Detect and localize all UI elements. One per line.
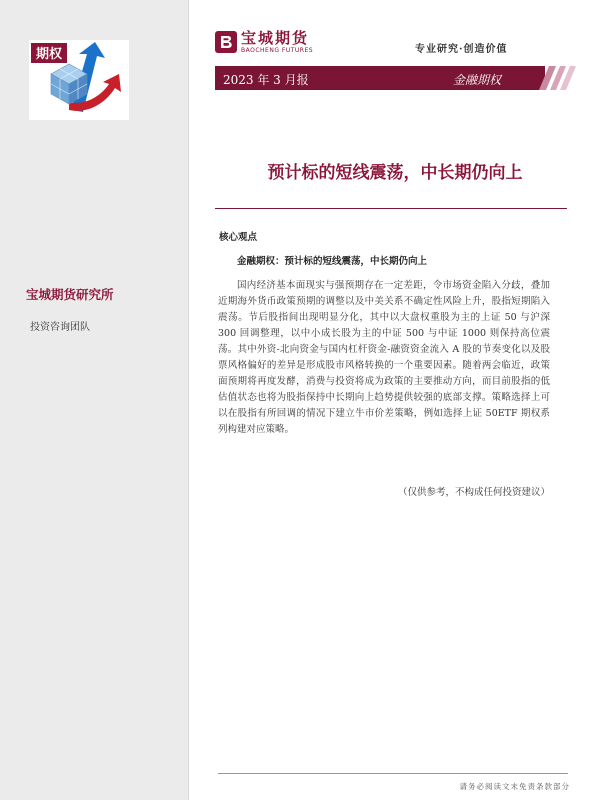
body-paragraph: 国内经济基本面现实与强预期存在一定差距，令市场资金陷入分歧，叠加近期海外货币政策预期的调整以及中美关系不确定性风险上升，股指短期陷入震荡。节后股指间出现明显分化，其中以大盘权重股为主的上证 50 与沪深 300 回调整理，以中小成长股为主的中证 500 与中证 1000 则保持高位震荡。其中外资-北向资金与国内杠杆资金-融资资金流入 A 股的节奏变化以及股票风格偏好的差异是形成股市风格转换的一个重要因素。随着两会临近，政策面预期将再度发酵，消费与投资将成为政策的主要推动方向，而目前股指的低估值状态也将为股指保持中长期向上趋势提供较强的底部支撑。策略选择上可以在股指有所回调的情况下建立牛市价差策略，例如选择上证 50ETF 期权系列构建对应策略。 [218, 280, 550, 435]
team-name: 投资咨询团队 [30, 322, 90, 333]
brand-mark-icon [215, 31, 237, 53]
report-title: 预计标的短线震荡，中长期仍向上 [267, 163, 523, 183]
options-label: 期权 [35, 47, 63, 62]
title-divider [215, 208, 567, 209]
sidebar-divider [188, 0, 189, 800]
footer-note: 请务必阅读文末免责条款部分 [459, 782, 570, 791]
research-institute-name: 宝城期货研究所 [26, 287, 114, 302]
brand-name-en: BAOCHENG FUTURES [241, 46, 314, 54]
report-date: 2023 年 3 月报 [223, 73, 309, 87]
slogan: 专业研究·创造价值 [415, 44, 508, 55]
banner-stripes [530, 66, 580, 90]
disclaimer: （仅供参考，不构成任何投资建议） [397, 487, 550, 498]
subheading: 金融期权：预计标的短线震荡，中长期仍向上 [237, 256, 428, 267]
options-cover-icon [29, 40, 129, 120]
section-heading: 核心观点 [219, 232, 258, 243]
sidebar [0, 0, 188, 800]
report-category: 金融期权 [453, 73, 502, 87]
footer-divider [218, 773, 568, 774]
brand-logo [215, 27, 313, 57]
brand-name: 宝城期货 [241, 28, 310, 47]
